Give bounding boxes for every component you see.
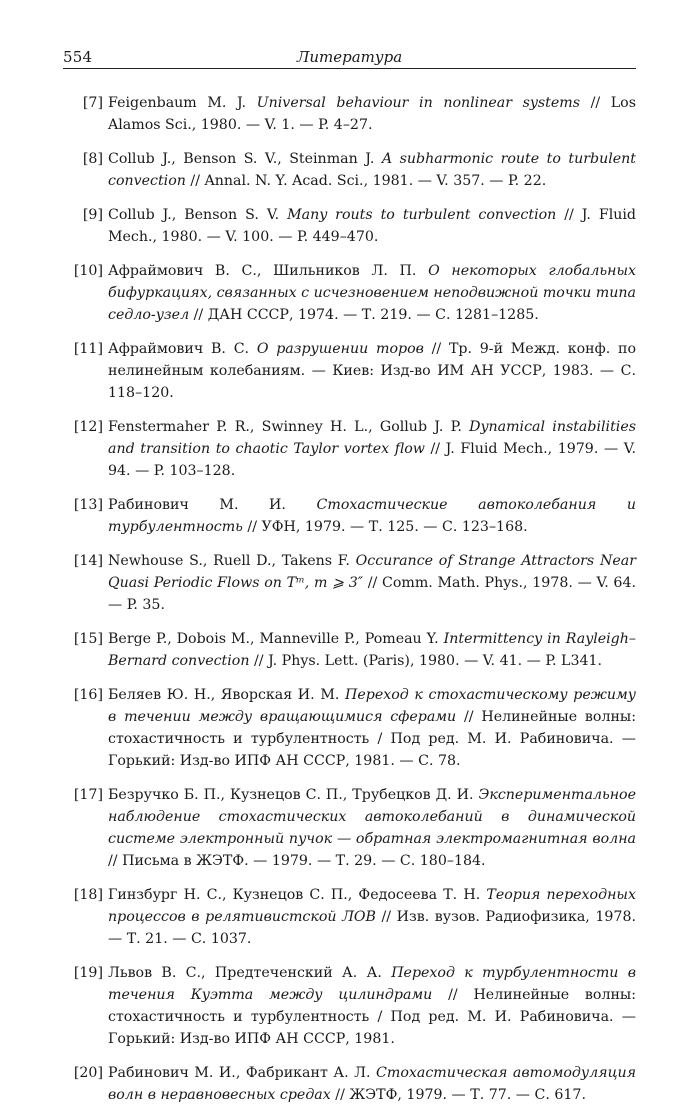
page-header	[63, 38, 636, 69]
reference-number: [15]	[73, 631, 103, 647]
reference-number: [13]	[73, 497, 103, 513]
reference-item	[63, 92, 636, 136]
reference-item	[63, 784, 636, 872]
reference-authors: Feigenbaum M. J.	[108, 95, 257, 111]
reference-title: Intermittency in Rayleigh–Bernard convection	[108, 631, 636, 669]
reference-title: Dynamical instabilities and transition to chaotic Taylor vortex flow	[108, 419, 637, 457]
reference-source: // Нелинейные волны: стохастичность и турбулентность / Под ред. М. И. Рабиновича. — Горький: Изд-во ИПФ АН СССР, 1981. — С. 78.	[108, 709, 636, 769]
reference-number: [20]	[73, 1065, 103, 1081]
reference-title: О разрушении торов	[256, 341, 424, 357]
reference-title: Теория переходных процессов в релятивистской ЛОВ	[108, 887, 636, 925]
reference-number: [7]	[82, 95, 103, 111]
reference-authors: Безручко Б. П., Кузнецов С. П., Трубецков Д. И.	[108, 787, 479, 803]
reference-item	[63, 204, 636, 248]
reference-number: [8]	[82, 151, 103, 167]
reference-title: Переход к турбулентности в течения Куэтта между цилиндрами	[108, 965, 636, 1003]
reference-number: [16]	[73, 687, 103, 703]
reference-title: Переход к стохастическому режиму в течении между вращающимися сферами	[108, 687, 636, 725]
reference-authors: Newhouse S., Ruell D., Takens F.	[108, 553, 356, 569]
reference-source: // ЖЭТФ, 1979. — Т. 77. — С. 617.	[330, 1087, 586, 1103]
reference-authors: Львов В. С., Предтеченский А. А.	[108, 965, 392, 981]
reference-number: [9]	[82, 207, 103, 223]
reference-source: // J. Phys. Lett. (Paris), 1980. — V. 41. — P. L341.	[249, 653, 603, 669]
reference-source: // J. Fluid Mech., 1980. — V. 100. — P. 449–470.	[108, 207, 637, 245]
reference-number: [11]	[73, 341, 103, 357]
reference-source: // Тр. 9-й Межд. конф. по нелинейным колебаниям. — Киев: Изд-во ИМ АН УССР, 1983. — С. 118–120.	[108, 341, 636, 401]
reference-item	[63, 416, 636, 482]
reference-item	[63, 338, 636, 404]
reference-title: О некоторых глобальных бифуркациях, связанных с исчезновением неподвижной точки типа седло-узел	[108, 263, 637, 323]
reference-source: // Нелинейные волны: стохастичность и турбулентность / Под ред. М. И. Рабиновича. — Горький: Изд-во ИПФ АН СССР, 1981.	[108, 987, 636, 1047]
reference-item	[63, 494, 636, 538]
reference-title: Universal behaviour in nonlinear systems	[256, 95, 580, 111]
reference-title: Occurance of Strange Attractors Near Quasi Periodic Flows on Tᵐ, m ⩾ 3″	[108, 553, 636, 591]
reference-title: A subharmonic route to turbulent convection	[108, 151, 636, 189]
reference-number: [18]	[73, 887, 103, 903]
page-number: 554	[63, 48, 93, 66]
reference-number: [10]	[73, 263, 103, 279]
reference-item	[63, 1062, 636, 1106]
reference-source: // Письма в ЖЭТФ. — 1979. — Т. 29. — С. 180–184.	[108, 853, 486, 869]
reference-list	[63, 92, 636, 1118]
reference-authors: Афраймович В. С., Шильников Л. П.	[108, 263, 429, 279]
reference-source: // Comm. Math. Phys., 1978. — V. 64. — P. 35.	[108, 575, 636, 613]
reference-authors: Гинзбург Н. С., Кузнецов С. П., Федосеева Т. Н.	[108, 887, 487, 903]
reference-source: // ДАН СССР, 1974. — Т. 219. — С. 1281–1285.	[189, 307, 539, 323]
reference-item	[63, 148, 636, 192]
reference-source: // Annal. N. Y. Acad. Sci., 1981. — V. 357. — P. 22.	[185, 173, 547, 189]
reference-item	[63, 260, 636, 326]
reference-title: Экспериментальное наблюдение стохастических автоколебаний в динамической системе электронный пучок — обратная электромагнитная волна	[108, 787, 636, 847]
reference-item	[63, 962, 636, 1050]
running-head: Литература	[296, 48, 403, 66]
reference-source: // Изв. вузов. Радиофизика, 1978. — Т. 21. — С. 1037.	[108, 909, 636, 947]
reference-authors: Афраймович В. С.	[108, 341, 257, 357]
reference-authors: Рабинович М. И.	[108, 497, 317, 513]
reference-source: // УФН, 1979. — Т. 125. — С. 123–168.	[242, 519, 528, 535]
reference-authors: Беляев Ю. Н., Яворская И. М.	[108, 687, 345, 703]
reference-number: [14]	[73, 553, 103, 569]
reference-title: Стохастическая автомодуляция волн в неравновесных средах	[108, 1065, 637, 1103]
reference-item	[63, 628, 636, 672]
reference-authors: Berge P., Dobois M., Manneville P., Pomeau Y.	[108, 631, 444, 647]
reference-authors: Collub J., Benson S. V., Steinman J.	[108, 151, 382, 167]
reference-item	[63, 550, 636, 616]
reference-authors: Рабинович М. И., Фабрикант А. Л.	[108, 1065, 377, 1081]
reference-item	[63, 884, 636, 950]
reference-title: Many routs to turbulent convection	[287, 207, 557, 223]
reference-source: // Los Alamos Sci., 1980. — V. 1. — P. 4–27.	[108, 95, 636, 133]
reference-number: [12]	[73, 419, 103, 435]
reference-number: [17]	[73, 787, 103, 803]
reference-authors: Collub J., Benson S. V.	[108, 207, 288, 223]
reference-source: // J. Fluid Mech., 1979. — V. 94. — P. 103–128.	[108, 441, 637, 479]
reference-item	[63, 684, 636, 772]
reference-authors: Fenstermaher P. R., Swinney H. L., Gollub J. P.	[108, 419, 470, 435]
reference-title: Стохастические автоколебания и турбулентность	[108, 497, 636, 535]
reference-number: [19]	[73, 965, 103, 981]
